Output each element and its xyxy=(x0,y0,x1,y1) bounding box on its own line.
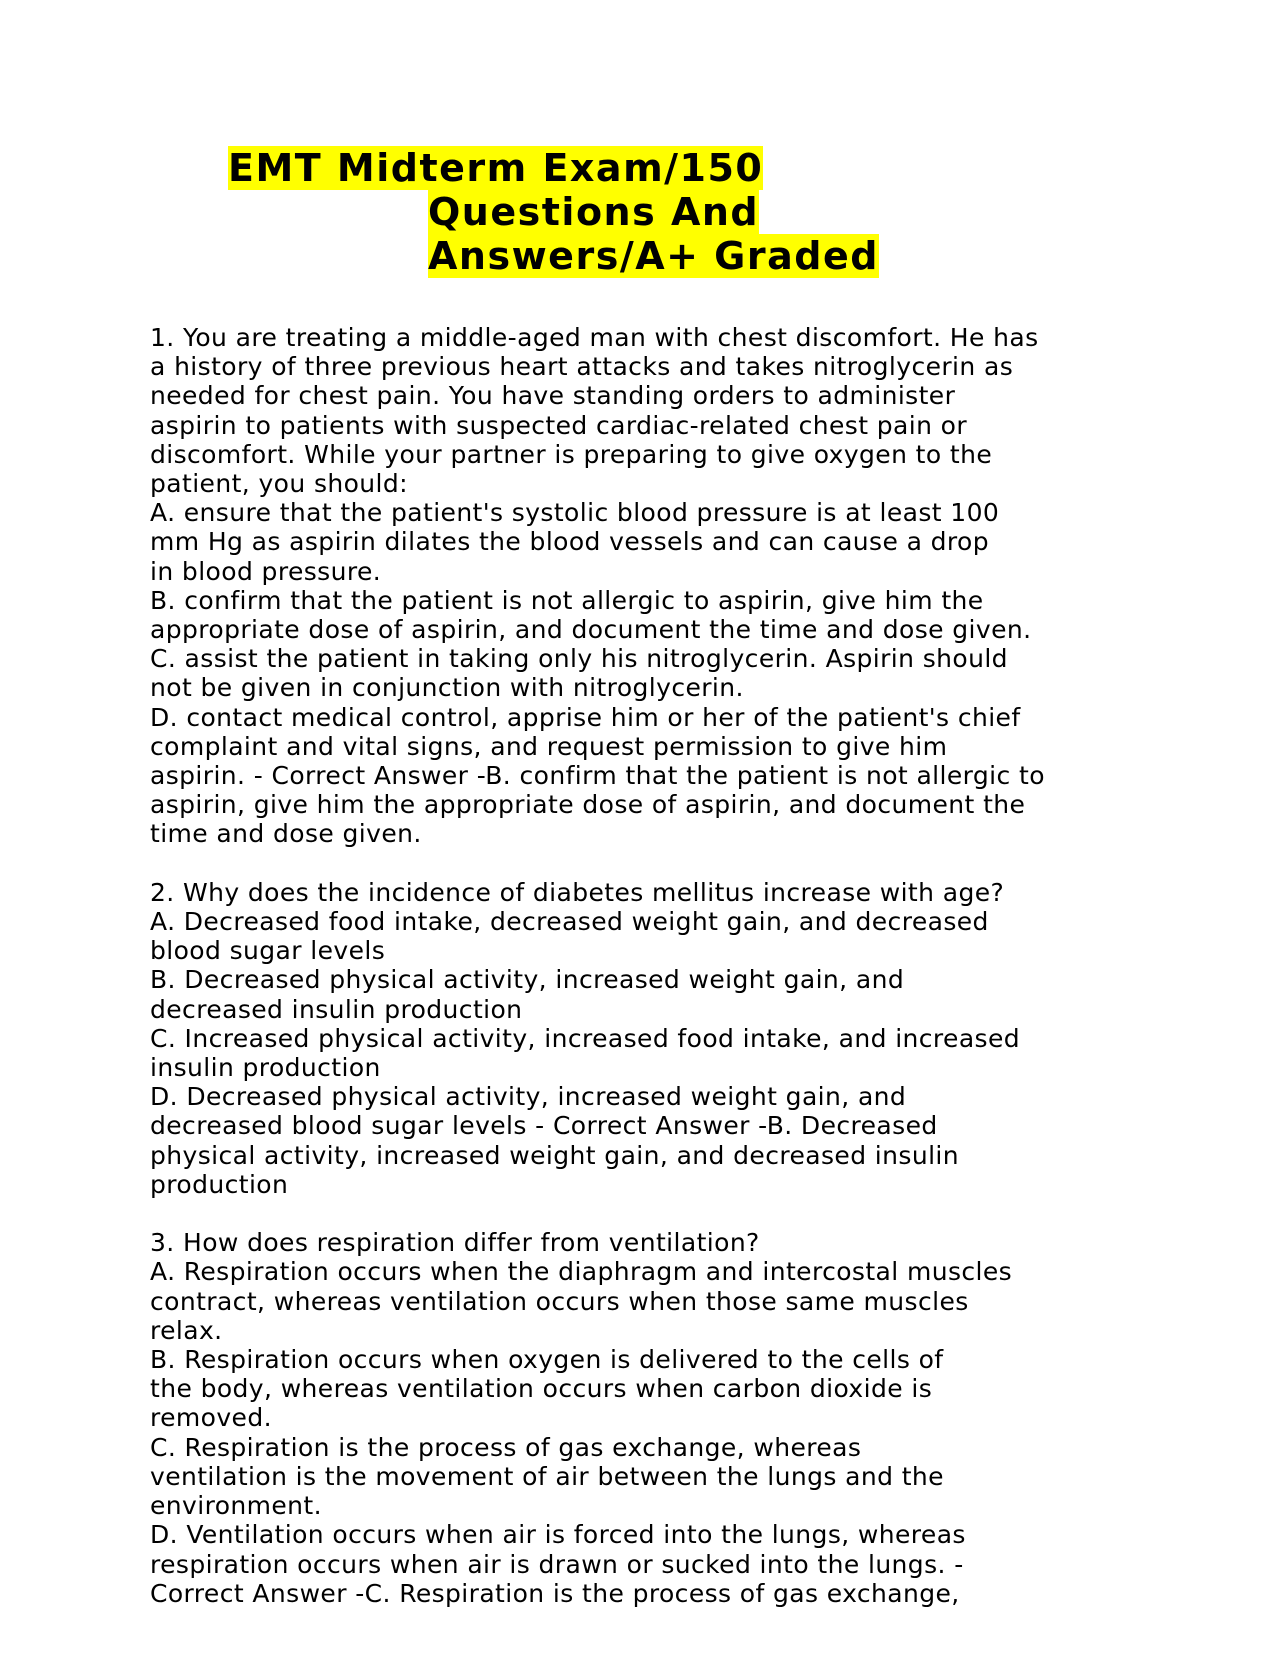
text-line: D. contact medical control, apprise him or her of the patient's chief xyxy=(150,702,1021,732)
text-line: D. Decreased physical activity, increased weight gain, and xyxy=(150,1082,907,1112)
text-line: A. ensure that the patient's systolic blood pressure is at least 100 xyxy=(150,498,1000,528)
text-line: C. assist the patient in taking only his nitroglycerin. Aspirin should xyxy=(150,644,1008,674)
title-highlight: EMT Midterm Exam/150 xyxy=(228,146,764,190)
text-line: ventilation is the movement of air between the lungs and the xyxy=(150,1461,944,1491)
document-title xyxy=(228,146,879,278)
paragraph-gap xyxy=(150,1199,1120,1228)
text-line: B. Decreased physical activity, increased weight gain, and xyxy=(150,965,905,995)
text-line: A. Decreased food intake, decreased weight gain, and decreased xyxy=(150,907,989,937)
text-line: complaint and vital signs, and request permission to give him xyxy=(150,731,948,761)
title-highlight: Answers/A+ Graded xyxy=(428,234,879,278)
text-line: respiration occurs when air is drawn or sucked into the lungs. - xyxy=(150,1549,964,1579)
text-line: needed for chest pain. You have standing orders to administer xyxy=(150,381,956,411)
text-line: decreased insulin production xyxy=(150,994,523,1024)
text-line: mm Hg as aspirin dilates the blood vessels and can cause a drop xyxy=(150,527,990,557)
text-line: 3. How does respiration differ from ventilation? xyxy=(150,1228,760,1258)
text-line: C. Respiration is the process of gas exchange, whereas xyxy=(150,1432,862,1462)
text-line: not be given in conjunction with nitroglycerin. xyxy=(150,673,744,703)
text-line: relax. xyxy=(150,1315,223,1345)
text-line: insulin production xyxy=(150,1053,381,1083)
document-body xyxy=(150,323,1120,1608)
title-line-1 xyxy=(228,146,879,190)
text-line: D. Ventilation occurs when air is forced into the lungs, whereas xyxy=(150,1520,966,1550)
title-line-2 xyxy=(228,190,879,234)
text-line: blood sugar levels xyxy=(150,936,386,966)
text-line: time and dose given. xyxy=(150,819,422,849)
question-3 xyxy=(150,1228,1120,1608)
text-line: contract, whereas ventilation occurs when those same muscles xyxy=(150,1286,969,1316)
text-line: patient, you should: xyxy=(150,469,408,499)
question-2 xyxy=(150,878,1120,1199)
text-line: decreased blood sugar levels - Correct Answer -B. Decreased xyxy=(150,1111,938,1141)
text-line: environment. xyxy=(150,1491,322,1521)
text-line: 1. You are treating a middle-aged man with chest discomfort. He has xyxy=(150,323,1039,352)
text-line: B. Respiration occurs when oxygen is delivered to the cells of xyxy=(150,1345,944,1375)
text-line: physical activity, increased weight gain, and decreased insulin xyxy=(150,1140,960,1170)
text-line: 2. Why does the incidence of diabetes mellitus increase with age? xyxy=(150,877,1005,907)
text-line: aspirin. - Correct Answer -B. confirm that the patient is not allergic to xyxy=(150,761,1045,791)
text-line: A. Respiration occurs when the diaphragm and intercostal muscles xyxy=(150,1257,1013,1287)
text-line: in blood pressure. xyxy=(150,556,382,586)
text-line: aspirin, give him the appropriate dose of aspirin, and document the xyxy=(150,790,1026,820)
question-1 xyxy=(150,323,1120,849)
title-highlight: Questions And xyxy=(428,190,760,234)
text-line: appropriate dose of aspirin, and document the time and dose given. xyxy=(150,615,1032,645)
title-line-3 xyxy=(228,234,879,278)
text-line: production xyxy=(150,1169,289,1199)
text-line: the body, whereas ventilation occurs when carbon dioxide is xyxy=(150,1374,933,1404)
paragraph-gap xyxy=(150,849,1120,878)
text-line: a history of three previous heart attacks and takes nitroglycerin as xyxy=(150,352,1014,382)
text-line: aspirin to patients with suspected cardiac-related chest pain or xyxy=(150,410,968,440)
text-line: B. confirm that the patient is not allergic to aspirin, give him the xyxy=(150,585,984,615)
text-line: removed. xyxy=(150,1403,272,1433)
text-line: discomfort. While your partner is preparing to give oxygen to the xyxy=(150,439,993,469)
text-line: C. Increased physical activity, increased food intake, and increased xyxy=(150,1023,1021,1053)
text-line: Correct Answer -C. Respiration is the process of gas exchange, xyxy=(150,1578,960,1608)
